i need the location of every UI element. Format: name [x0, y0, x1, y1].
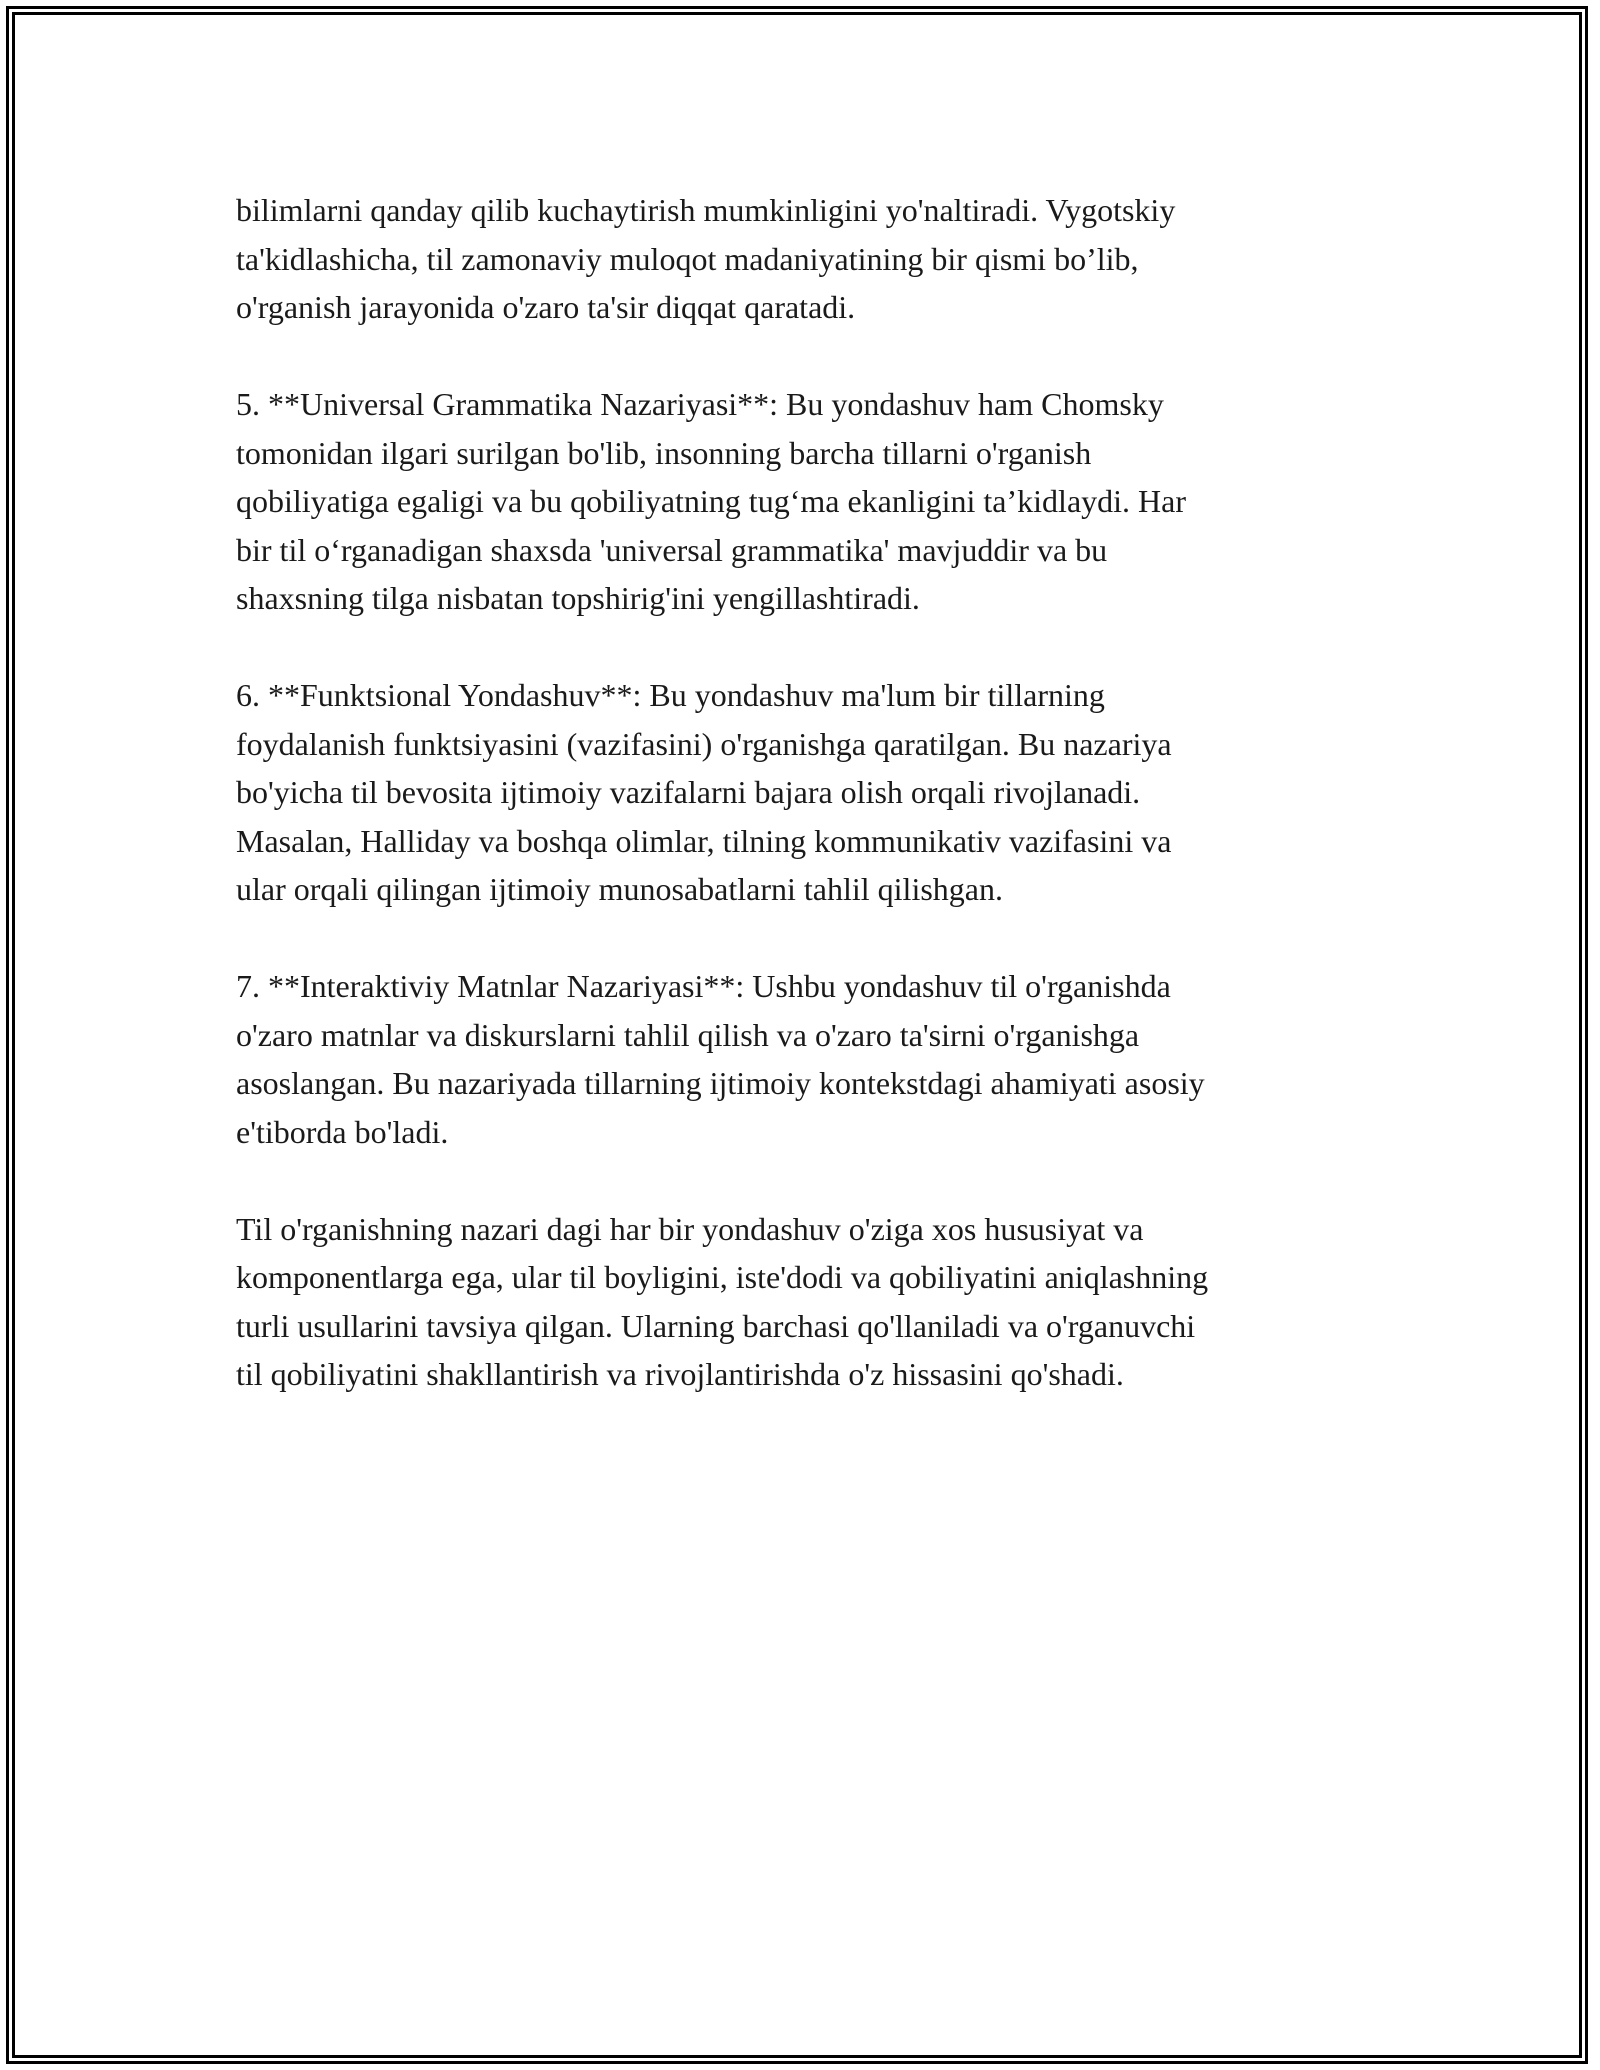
paragraph-conclusion: Til o'rganishning nazari dagi har bir yondashuv o'ziga xos hususiyat va komponentlarga ega, ular til boyligini, iste'dodi va qobiliyatini aniqlashning turli usullarini tavsiya qilgan. Ularning barchasi qo'llaniladi va o'rganuvchi til qobiliyatini shakllantirish va rivojlantirishda o'z hissasini qo'shadi. [236, 1210, 1209, 1392]
paragraph-vygotskiy: bilimlarni qanday qilib kuchaytirish mumkinligini yo'naltiradi. Vygotskiy ta'kidlashicha, til zamonaviy muloqot madaniyatining bir qismi bo’lib, o'rganish jarayonida o'zaro ta'sir diqqat qaratadi. [236, 192, 1176, 325]
paragraph-funktsional-yondashuv: 6. **Funktsional Yondashuv**: Bu yondashuv ma'lum bir tillarning foydalanish funktsiyasini (vazifasini) o'rganishga qaratilgan. Bu nazariya bo'yicha til bevosita ijtimoiy vazifalarni bajara olish orqali rivojlanadi. Masalan, Halliday va boshqa olimlar, tilning kommunikativ vazifasini va ular orqali qilingan ijtimoiy munosabatlarni tahlil qilishgan. [236, 677, 1172, 907]
paragraph-interaktiviy-matnlar: 7. **Interaktiviy Matnlar Nazariyasi**: Ushbu yondashuv til o'rganishda o'zaro matnlar va diskurslarni tahlil qilish va o'zaro ta'sirni o'rganishga asoslangan. Bu nazariyada tillarning ijtimoiy kontekstdagi ahamiyati asosiy e'tiborda bo'ladi. [236, 968, 1205, 1150]
document-body [236, 186, 1366, 1447]
paragraph-universal-grammatika: 5. **Universal Grammatika Nazariyasi**: Bu yondashuv ham Chomsky tomonidan ilgari surilgan bo'lib, insonning barcha tillarni o'rganish qobiliyatiga egaligi va bu qobiliyatning tug‘ma ekanligini ta’kidlaydi. Har bir til o‘rganadigan shaxsda 'universal grammatika' mavjuddir va bu shaxsning tilga nisbatan topshirig'ini yengillashtiradi. [236, 386, 1186, 616]
